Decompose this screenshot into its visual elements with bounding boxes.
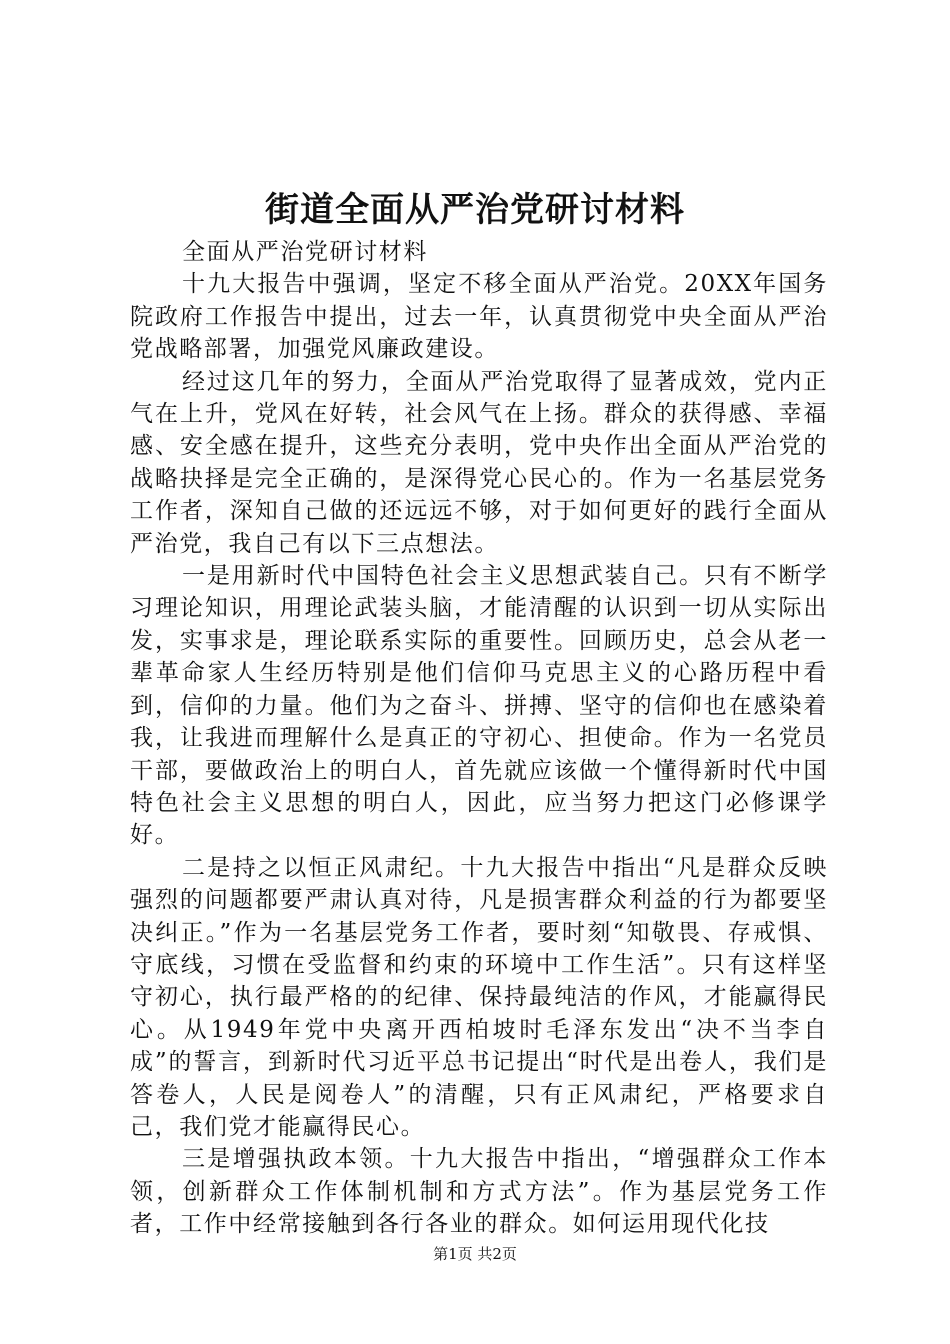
body-paragraph: 十九大报告中强调，坚定不移全面从严治党。20XX年国务院政府工作报告中提出，过去一年，认真贯彻党中央全面从严治党战略部署，加强党风廉政建设。 [130,271,828,363]
document-title: 街道全面从严治党研讨材料 [265,190,685,230]
body-paragraph: 二是持之以恒正风肃纪。十九大报告中指出“凡是群众反映强烈的问题都要严肃认真对待，凡是损害群众利益的行为都要坚决纠正。”作为一名基层党务工作者，要时刻“知敬畏、存戒惧、守底线，习惯在受监督和约束的环境中工作生活”。只有这样坚守初心，执行最严格的的纪律、保持最纯洁的作风，才能赢得民心。从1949年党中央离开西柏坡时毛泽东发出“决不当李自成”的誓言，到新时代习近平总书记提出“时代是出卷人，我们是答卷人，人民是阅卷人”的清醒，只有正风肃纪，严格要求自己，我们党才能赢得民心。 [130,854,828,1140]
body-paragraph: 一是用新时代中国特色社会主义思想武装自己。只有不断学习理论知识，用理论武装头脑，才能清醒的认识到一切从实际出发，实事求是，理论联系实际的重要性。回顾历史，总会从老一辈革命家人生经历特别是他们信仰马克思主义的心路历程中看到，信仰的力量。他们为之奋斗、拼搏、坚守的信仰也在感染着我，让我进而理解什么是真正的守初心、担使命。作为一名党员干部，要做政治上的明白人，首先就应该做一个懂得新时代中国特色社会主义思想的明白人，因此，应当努力把这门必修课学好。 [130,563,828,849]
body-paragraph: 三是增强执政本领。十九大报告中指出，“增强群众工作本领，创新群众工作体制机制和方式方法”。作为基层党务工作者，工作中经常接触到各行各业的群众。如何运用现代化技 [130,1146,828,1238]
document-body [130,236,828,1241]
body-paragraph: 经过这几年的努力，全面从严治党取得了显著成效，党内正气在上升，党风在好转，社会风气在上扬。群众的获得感、幸福感、安全感在提升，这些充分表明，党中央作出全面从严治党的战略抉择是完全正确的，是深得党心民心的。作为一名基层党务工作者，深知自己做的还远远不够，对于如何更好的践行全面从严治党，我自己有以下三点想法。 [130,368,828,557]
body-paragraph: 全面从严治党研讨材料 [182,239,428,265]
page-footer: 第1页 共2页 [433,1245,517,1263]
